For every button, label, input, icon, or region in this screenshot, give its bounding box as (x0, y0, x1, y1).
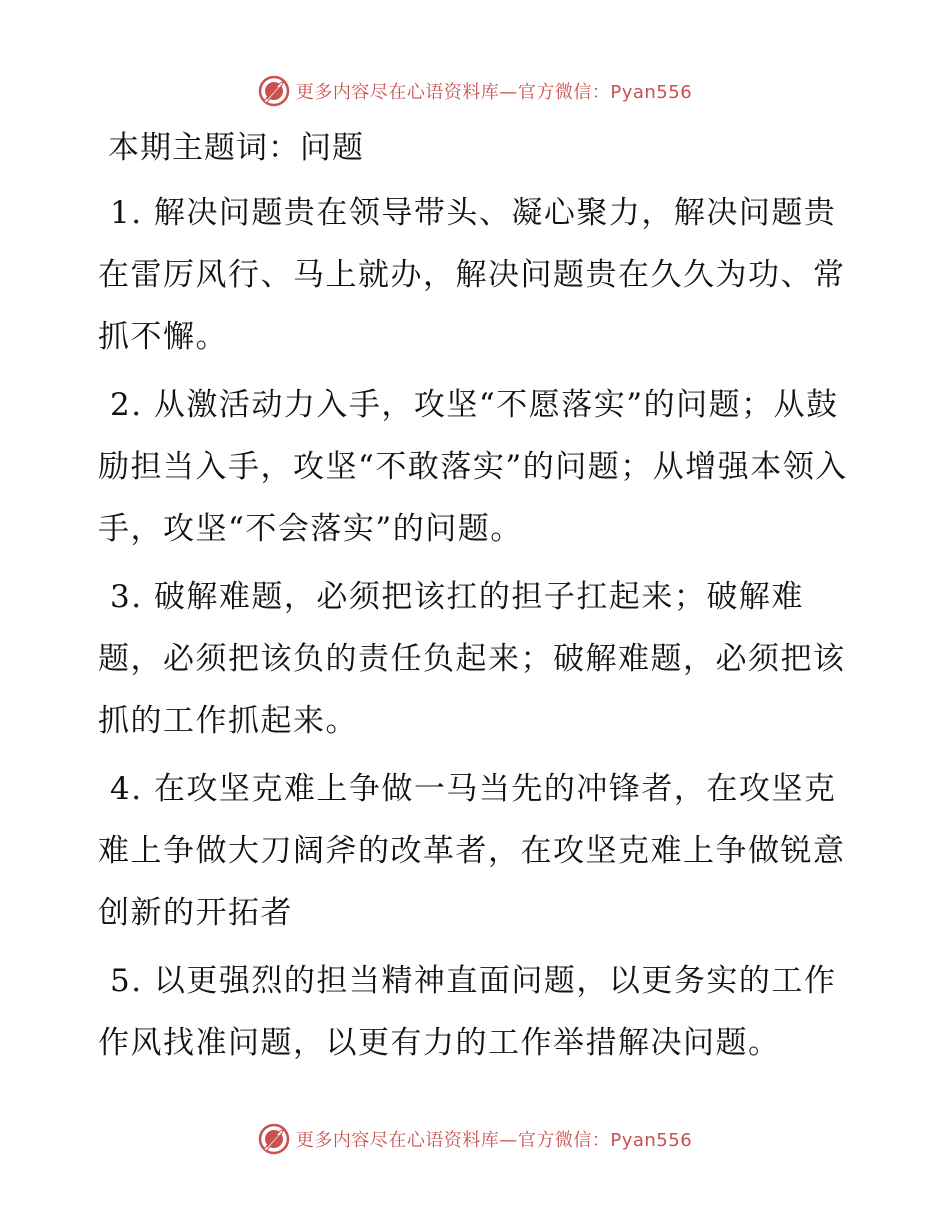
quill-pen-logo-icon (258, 75, 290, 107)
page-title: 本期主题词：问题 (108, 130, 364, 166)
list-item: 1. 解决问题贵在领导带头、凝心聚力，解决问题贵在雷厉风行、马上就办，解决问题贵在久久为功、常抓不懈。 (98, 195, 846, 355)
list-item: 3. 破解难题，必须把该扛的担子扛起来；破解难题，必须把该负的责任负起来；破解难题，必须把该抓的工作抓起来。 (98, 579, 846, 739)
footer-watermark-banner (0, 1119, 950, 1159)
list-item: 2. 从激活动力入手，攻坚“不愿落实”的问题；从鼓励担当入手，攻坚“不敢落实”的问题；从增强本领入手，攻坚“不会落实”的问题。 (98, 387, 848, 547)
header-watermark-banner (0, 71, 950, 111)
watermark-text: 更多内容尽在心语资料库—官方微信：Pyan556 (295, 82, 693, 103)
list-item: 4. 在攻坚克难上争做一马当先的冲锋者，在攻坚克难上争做大刀阔斧的改革者，在攻坚克难上争做锐意创新的开拓者 (98, 771, 846, 931)
quill-pen-logo-icon (258, 1123, 290, 1155)
watermark-text: 更多内容尽在心语资料库—官方微信：Pyan556 (295, 1130, 693, 1151)
list-item: 5. 以更强烈的担当精神直面问题，以更务实的工作作风找准问题，以更有力的工作举措解决问题。 (98, 963, 837, 1061)
document-body (98, 120, 858, 1080)
